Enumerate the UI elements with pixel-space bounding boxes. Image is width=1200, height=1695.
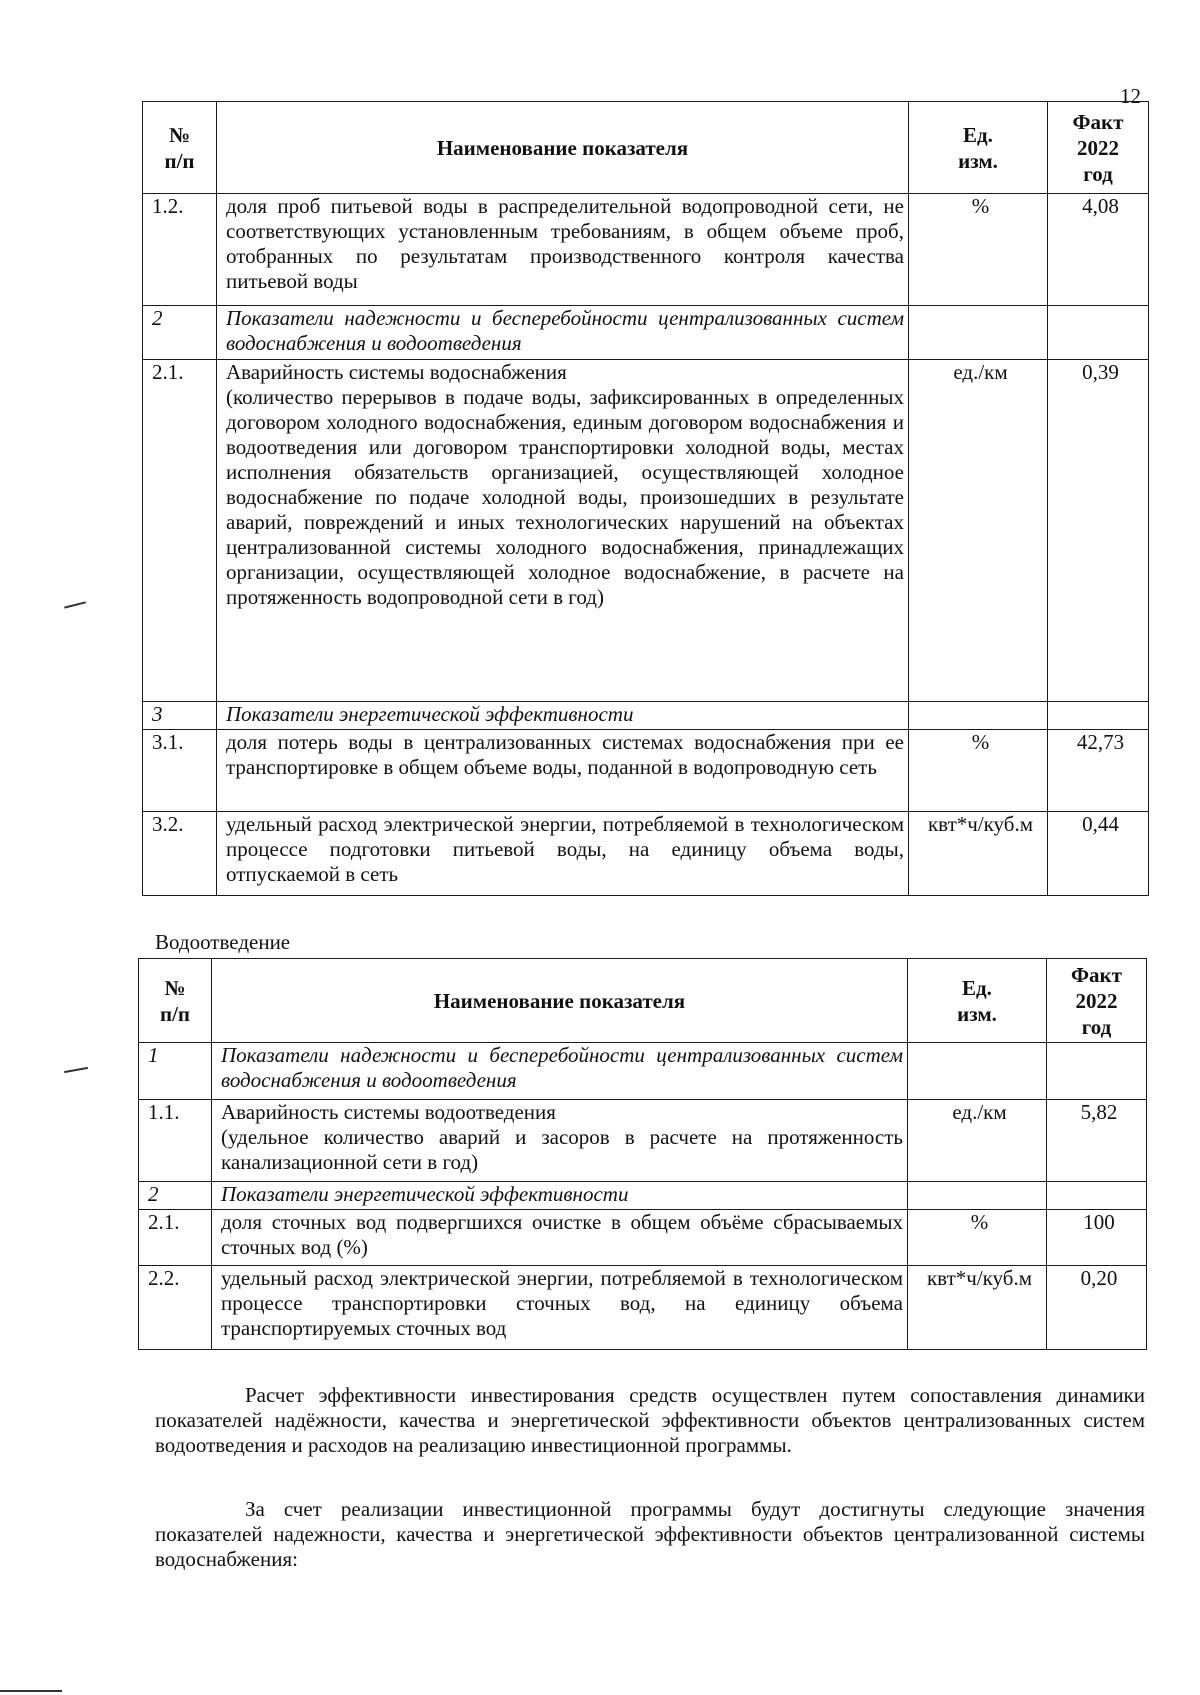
row-number: 1.1. [139, 1100, 212, 1182]
section-title: Показатели надежности и бесперебойности централизованных систем водоснабжения и водоотведения [212, 1043, 908, 1100]
section-number: 1 [139, 1043, 212, 1100]
body-paragraph: Расчет эффективности инвестирования средств осуществлен путем сопоставления динамики показателей надёжности, качества и энергетической эффективности объектов централизованных систем водоотведения и расходов на реализацию инвестиционной программы. [155, 1383, 1145, 1457]
row-number: 3.2. [143, 812, 217, 896]
indicator-value: 100 [1047, 1210, 1147, 1266]
indicator-value: 0,44 [1048, 812, 1149, 896]
header-number: № п/п [139, 959, 212, 1043]
indicator-unit: % [909, 194, 1048, 306]
table-row [139, 1210, 1147, 1266]
row-number: 2.1. [143, 360, 217, 702]
indicator-name: доля проб питьевой воды в распределительной водопроводной сети, не соответствующих установленным требованиям, в общем объеме проб, отобранных по результатам производственного контроля качества питьевой воды [217, 194, 909, 306]
indicator-name: доля потерь воды в централизованных системах водоснабжения при ее транспортировке в общем объеме воды, поданной в водопроводную сеть [217, 730, 909, 812]
sewage-caption: Водоотведение [155, 930, 291, 954]
header-name: Наименование показателя [212, 959, 908, 1043]
table-row [139, 1266, 1147, 1350]
indicator-unit [909, 306, 1048, 360]
section-row [143, 306, 1149, 360]
indicator-value [1048, 306, 1149, 360]
scan-mark [64, 601, 86, 608]
section-number: 3 [143, 702, 217, 730]
header-unit: Ед. изм. [909, 102, 1048, 194]
section-number: 2 [143, 306, 217, 360]
scan-mark [0, 1690, 62, 1692]
indicator-value: 5,82 [1047, 1100, 1147, 1182]
indicator-value: 42,73 [1048, 730, 1149, 812]
indicator-unit: квт*ч/куб.м [909, 812, 1048, 896]
indicator-unit: квт*ч/куб.м [908, 1266, 1047, 1350]
indicator-name: Аварийность системы водоотведения (удельное количество аварий и засоров в расчете на протяженность канализационной сети в год) [212, 1100, 908, 1182]
section-title: Показатели энергетической эффективности [217, 702, 909, 730]
indicator-unit: % [908, 1210, 1047, 1266]
scan-mark [64, 1067, 88, 1073]
water-supply-table [142, 101, 1149, 896]
table-row [139, 1100, 1147, 1182]
indicator-value: 0,20 [1047, 1266, 1147, 1350]
row-number: 2.2. [139, 1266, 212, 1350]
sewage-table [138, 958, 1147, 1350]
section-number: 2 [139, 1182, 212, 1210]
indicator-value [1048, 702, 1149, 730]
header-number: № п/п [143, 102, 217, 194]
header-fact: Факт 2022 год [1047, 959, 1147, 1043]
indicator-unit: ед./км [908, 1100, 1047, 1182]
row-number: 2.1. [139, 1210, 212, 1266]
page-number: 12 [1120, 84, 1141, 108]
table-row [143, 812, 1149, 896]
indicator-unit: ед./км [909, 360, 1048, 702]
indicator-value [1047, 1182, 1147, 1210]
body-paragraph: За счет реализации инвестиционной программы будут достигнуты следующие значения показателей надежности, качества и энергетической эффективности объектов централизованной системы водоснабжения: [155, 1497, 1145, 1571]
section-title: Показатели надежности и бесперебойности централизованных систем водоснабжения и водоотведения [217, 306, 909, 360]
indicator-value: 4,08 [1048, 194, 1149, 306]
header-unit: Ед. изм. [908, 959, 1047, 1043]
row-number: 1.2. [143, 194, 217, 306]
indicator-unit [909, 702, 1048, 730]
indicator-unit [908, 1182, 1047, 1210]
row-number: 3.1. [143, 730, 217, 812]
section-row [139, 1182, 1147, 1210]
indicator-name: доля сточных вод подвергшихся очистке в общем объёме сбрасываемых сточных вод (%) [212, 1210, 908, 1266]
table-row [143, 360, 1149, 702]
header-name: Наименование показателя [217, 102, 909, 194]
header-fact: Факт 2022 год [1048, 102, 1149, 194]
indicator-value [1047, 1043, 1147, 1100]
indicator-unit: % [909, 730, 1048, 812]
section-row [139, 1043, 1147, 1100]
section-row [143, 702, 1149, 730]
indicator-value: 0,39 [1048, 360, 1149, 702]
indicator-name: Аварийность системы водоснабжения (количество перерывов в подаче воды, зафиксированных в определенных договором холодного водоснабжения, единым договором водоснабжения и водоотведения или договором транспортировки холодной воды, местах исполнения обязательств организацией, осуществляющей холодное водоснабжение по подаче холодной воды, произошедших в результате аварий, повреждений и иных технологических нарушений на объектах централизованной системы холодного водоснабжения, принадлежащих организации, осуществляющей холодное водоснабжение, в расчете на протяженность водопроводной сети в год) [217, 360, 909, 702]
table-row [143, 194, 1149, 306]
indicator-name: удельный расход электрической энергии, потребляемой в технологическом процессе подготовки питьевой воды, на единицу объема воды, отпускаемой в сеть [217, 812, 909, 896]
section-title: Показатели энергетической эффективности [212, 1182, 908, 1210]
indicator-name: удельный расход электрической энергии, потребляемой в технологическом процессе транспортировки сточных вод, на единицу объема транспортируемых сточных вод [212, 1266, 908, 1350]
indicator-unit [908, 1043, 1047, 1100]
table-row [143, 730, 1149, 812]
